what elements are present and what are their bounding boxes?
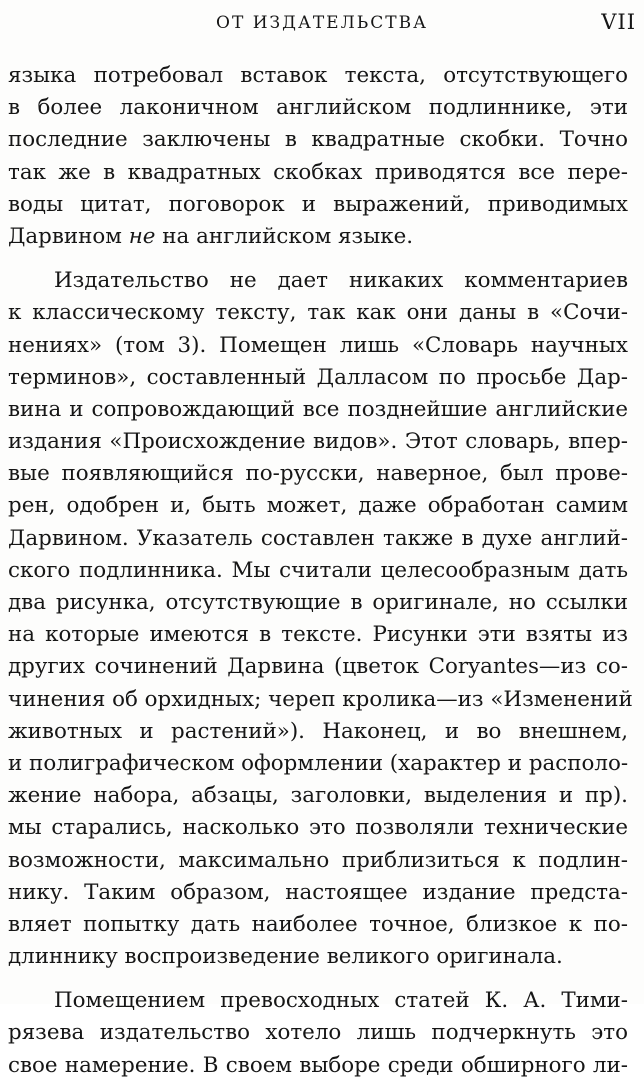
text-line: два рисунка, отсутствующие в оригинале, но ссылки [8,590,628,615]
running-head [0,6,644,40]
text-line: возможности, максимально приблизиться к подлин- [8,847,628,873]
paragraph [8,985,628,1082]
paragraph [8,60,628,253]
text-line: других сочинений Дарвина (цветок Coryantes—из со- [8,654,628,680]
running-title: ОТ ИЗДАТЕЛЬСТВА [216,13,428,33]
text-line: Издательство не дает никаких комментариев [54,268,628,294]
emphasis: не [128,223,156,249]
text-line: свое намерение. В своем выборе среди обширного ли- [8,1052,628,1078]
text-run: на английском языке. [155,223,414,249]
text-line: воды цитат, поговорок и выражений, приводимых [8,191,628,217]
text-line: нику. Таким образом, настоящее издание предста- [8,879,628,905]
text-line: на которые имеются в тексте. Рисунки эти взяты из [8,622,628,648]
text-line: и полиграфическом оформлении (характер и располо- [8,750,629,776]
text-line: рен, одобрен и, быть может, даже обработан самим [8,493,628,519]
text-line: терминов», составленный Далласом по просьбе Дар- [8,364,628,390]
text-line: мы старались, насколько это позволяли технические [8,815,628,841]
text-line: издания «Происхождение видов». Этот словарь, впер- [8,429,628,455]
text-line: языка потребовал вставок текста, отсутствующего [8,63,628,88]
text-line: рязева издательство хотело лишь подчеркнуть это [8,1020,628,1046]
text-line: вые появляющийся по-русски, наверное, был прове- [8,461,628,487]
text-line: вина и сопровождающий все позднейшие английские [8,396,628,422]
text-line: последние заключены в квадратные скобки. Точно [8,127,628,153]
text-line: так же в квадратных скобках приводятся все пере- [8,159,628,185]
text-line: жение набора, абзацы, заголовки, выделения и пр). [8,783,628,809]
text-line: Помещением превосходных статей К. А. Тими- [54,988,628,1014]
text-line: животных и растений»). Наконец, и во внешнем, [8,718,628,744]
text-line: длиннику воспроизведение великого оригинала. [8,944,563,970]
text-line: в более лаконичном английском подлиннике, эти [8,95,628,121]
text-line: вляет попытку дать наиболее точное, близкое к по- [8,911,628,937]
text-line: к классическому тексту, так как они даны в «Сочи- [8,300,628,326]
text-line [8,221,628,253]
paragraph [8,265,633,973]
text-line: ского подлинника. Мы считали целесообразным дать [8,557,628,583]
text-line: чинения об орхидных; череп кролика—из «Изменений [8,686,633,712]
text-run: Дарвином [8,223,129,249]
body-text [8,60,633,1082]
page-number: VII [601,10,636,34]
text-line: нениях» (том 3). Помещен лишь «Словарь научных [8,332,628,358]
text-line: Дарвином. Указатель составлен также в духе англий- [8,525,628,551]
